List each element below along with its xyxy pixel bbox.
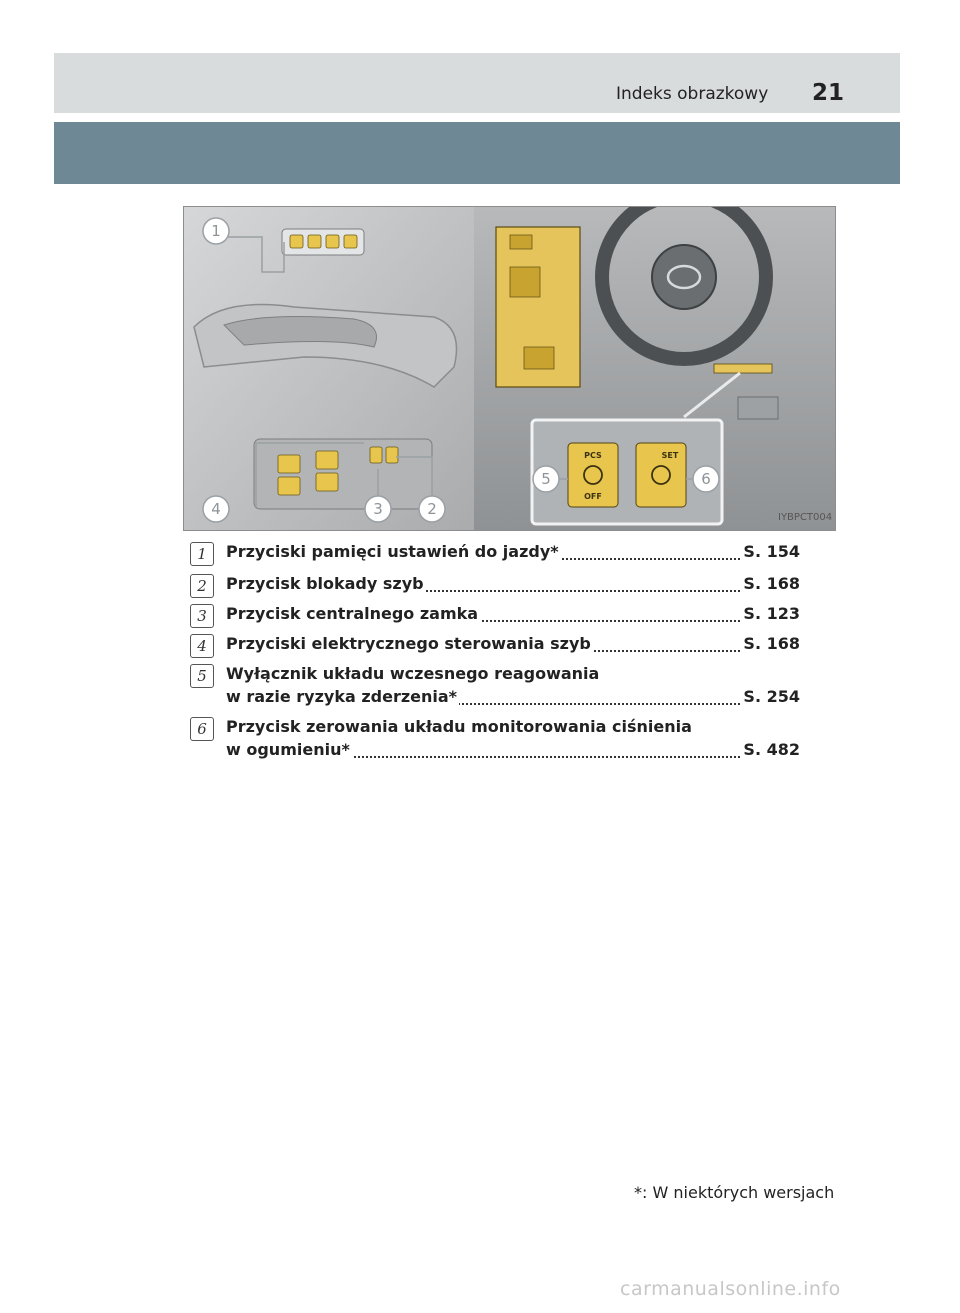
- item-text: w razie ryzyka zderzenia*: [226, 687, 458, 706]
- memory-button: [308, 235, 321, 248]
- callout-3: 3: [373, 500, 383, 518]
- figure-code: IYBPCT004: [778, 512, 833, 523]
- item-line: [226, 542, 800, 566]
- item-line: [226, 687, 800, 711]
- interior-illustration-svg: [184, 207, 835, 530]
- header-bar: [54, 53, 900, 113]
- page-ref-link[interactable]: S. 123: [743, 604, 800, 623]
- header-title: Indeks obrazkowy: [616, 84, 769, 104]
- callout-4: 4: [211, 500, 221, 518]
- page-ref-link[interactable]: S. 168: [743, 634, 800, 653]
- item-text: Wyłącznik układu wczesnego reagowania: [226, 664, 600, 683]
- memory-button: [326, 235, 339, 248]
- memory-button: [344, 235, 357, 248]
- item-number: 1: [190, 542, 214, 566]
- off-label: OFF: [584, 492, 602, 501]
- watermark: carmanualsonline.info: [620, 1278, 841, 1300]
- page-number: 21: [812, 80, 845, 106]
- item-line: [226, 574, 800, 598]
- central-lock-switch: [370, 447, 382, 463]
- item-line: [226, 604, 800, 628]
- page-ref-link[interactable]: S. 154: [743, 542, 800, 561]
- callout-1: 1: [211, 222, 221, 240]
- interior-illustration: [183, 206, 836, 531]
- window-lock-switch: [386, 447, 398, 463]
- callout-5: 5: [541, 470, 551, 488]
- steering-hub: [652, 245, 716, 309]
- footnote: *: W niektórych wersjach: [634, 1183, 835, 1202]
- brake-pedal: [738, 397, 778, 419]
- item-number: 2: [190, 574, 214, 598]
- tpms-highlight: [714, 364, 772, 373]
- window-switch-panel: [254, 439, 432, 509]
- page-ref-link[interactable]: S. 482: [743, 740, 800, 759]
- item-number: 6: [190, 717, 214, 741]
- callout-2: 2: [427, 500, 437, 518]
- item-text: Przycisk blokady szyb: [226, 574, 424, 593]
- item-line: [226, 740, 800, 764]
- item-text: Przycisk centralnego zamka: [226, 604, 479, 623]
- item-text: Przyciski elektrycznego sterowania szyb: [226, 634, 591, 653]
- item-line: [226, 634, 800, 658]
- section-band: [54, 122, 900, 184]
- item-number: 5: [190, 664, 214, 688]
- item-number: 4: [190, 634, 214, 658]
- pcs-label: PCS: [584, 451, 602, 460]
- page-ref-link[interactable]: S. 254: [743, 687, 800, 706]
- item-text: Przyciski pamięci ustawień do jazdy*: [226, 542, 559, 561]
- item-number: 3: [190, 604, 214, 628]
- item-text: Przycisk zerowania układu monitorowania ciśnienia: [226, 717, 692, 736]
- button-inset: [532, 420, 722, 524]
- memory-button: [290, 235, 303, 248]
- item-text: w ogumieniu*: [226, 740, 350, 759]
- callout-6: 6: [701, 470, 711, 488]
- page-ref-link[interactable]: S. 168: [743, 574, 800, 593]
- item-line: [226, 717, 800, 741]
- set-label: SET: [661, 451, 679, 460]
- item-line: [226, 664, 800, 688]
